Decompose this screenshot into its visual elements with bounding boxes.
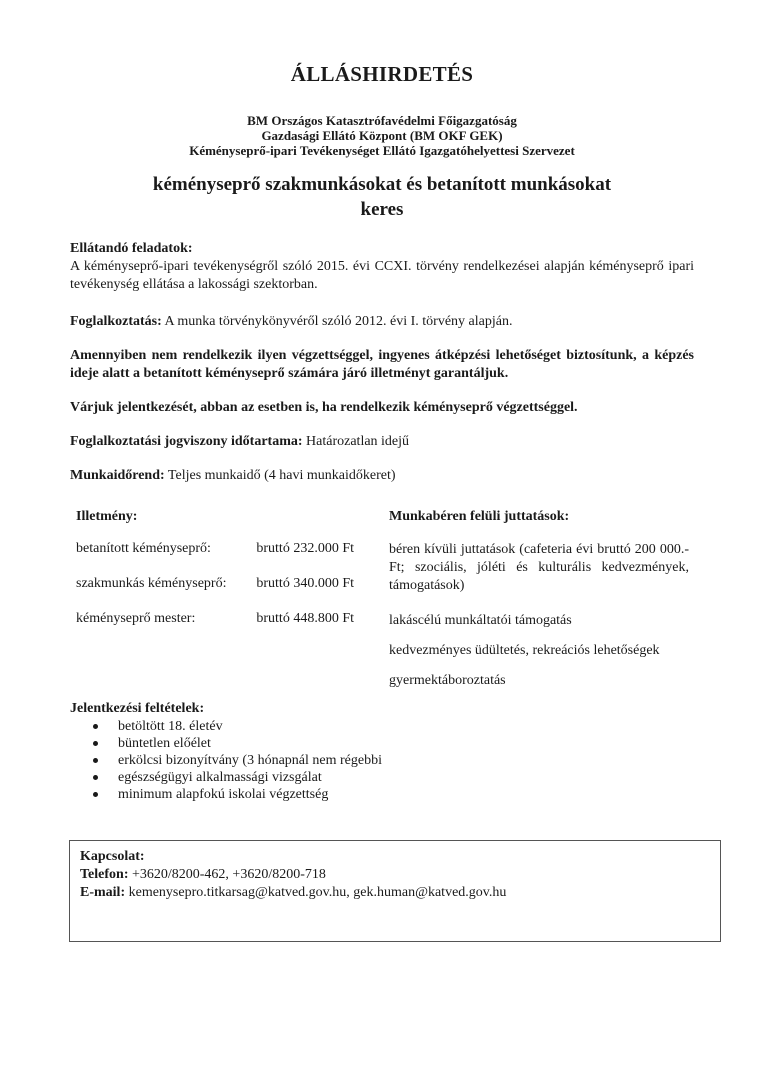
salary-row <box>76 541 354 557</box>
bullet-icon <box>93 724 98 729</box>
requirement-text: minimum alapfokú iskolai végzettség <box>118 787 329 802</box>
requirement-text: egészségügyi alkalmassági vizsgálat <box>118 770 322 785</box>
benefits-header-text: Munkabéren felüli juttatások: <box>389 509 570 524</box>
working-hours-label: Munkaidőrend: <box>70 468 165 483</box>
duration-value: Határozatlan idejű <box>302 434 410 449</box>
salary-amount: bruttó 232.000 Ft <box>256 541 354 556</box>
phone-line <box>80 866 506 884</box>
salary-column <box>76 508 366 526</box>
email-value: kemenysepro.titkarsag@katved.gov.hu, gek.human@katved.gov.hu <box>125 885 507 900</box>
requirement-item <box>70 769 382 786</box>
email-line <box>80 884 506 902</box>
duration-line <box>70 433 694 451</box>
organization-line-2: Gazdasági Ellátó Központ (BM OKF GEK) <box>261 128 503 143</box>
benefit-item: béren kívüli juttatások (cafeteria évi bruttó 200 000.- Ft; szociális, jóléti és kulturális kedvezmények, támogatások) <box>389 542 689 593</box>
contact-content <box>80 848 506 902</box>
requirement-item <box>70 752 382 769</box>
benefit-item: kedvezményes üdültetés, rekreációs lehetőségek <box>389 643 660 658</box>
benefit-item: gyermektáboroztatás <box>389 673 506 688</box>
benefit-item: lakáscélú munkáltatói támogatás <box>389 613 572 628</box>
requirements-label: Jelentkezési feltételek: <box>70 701 205 716</box>
headline-line-1: kéményseprő szakmunkásokat és betanított munkásokat <box>152 174 612 195</box>
email-label: E-mail: <box>80 885 126 900</box>
salary-position: kéményseprő mester: <box>76 611 196 626</box>
bullet-icon <box>93 741 98 746</box>
working-hours-line <box>70 467 694 485</box>
invitation-text: Várjuk jelentkezését, abban az esetben is, ha rendelkezik kéményseprő végzettséggel. <box>70 400 578 415</box>
organization-line-1: BM Országos Katasztrófavédelmi Főigazgatóság <box>247 113 517 128</box>
salary-header: Illetmény: <box>76 509 138 524</box>
headline-line-2: keres <box>360 199 404 220</box>
employment-text: A munka törvénykönyvéről szóló 2012. évi I. törvény alapján. <box>161 314 513 329</box>
salary-position: szakmunkás kéményseprő: <box>76 576 227 591</box>
phone-label: Telefon: <box>80 867 129 882</box>
employment-label: Foglalkoztatás: <box>70 314 162 329</box>
bullet-icon <box>93 775 98 780</box>
requirement-item <box>70 786 382 803</box>
benefits-header <box>389 508 689 526</box>
tasks-label: Ellátandó feladatok: <box>70 241 193 256</box>
bullet-icon <box>93 758 98 763</box>
requirement-item <box>70 735 382 752</box>
salary-row <box>76 611 354 627</box>
requirement-text: erkölcsi bizonyítvány (3 hónapnál nem régebbi <box>118 753 382 768</box>
duration-label: Foglalkoztatási jogviszony időtartama: <box>70 434 303 449</box>
requirement-item <box>70 718 382 735</box>
salary-amount: bruttó 448.800 Ft <box>256 611 354 626</box>
salary-position: betanított kéményseprő: <box>76 541 211 556</box>
bullet-icon <box>93 792 98 797</box>
salary-row <box>76 576 354 592</box>
working-hours-value: Teljes munkaidő (4 havi munkaidőkeret) <box>164 468 396 483</box>
contact-box <box>69 840 721 942</box>
document-title: ÁLLÁSHIRDETÉS <box>290 62 474 86</box>
requirement-text: betöltött 18. életév <box>118 719 223 734</box>
organization-line-3: Kéményseprő-ipari Tevékenységet Ellátó Igazgatóhelyettesi Szervezet <box>189 143 575 158</box>
phone-value: +3620/8200-462, +3620/8200-718 <box>128 867 326 882</box>
requirement-text: büntetlen előélet <box>118 736 211 751</box>
tasks-section <box>70 240 694 294</box>
training-notice: Amennyiben nem rendelkezik ilyen végzettséggel, ingyenes átképzési lehetőséget biztosítunk, a képzés ideje alatt a betanított kéményseprő számára járó illetményt garantáljuk. <box>70 348 694 381</box>
employment-section <box>70 313 694 331</box>
requirements-list <box>70 718 382 803</box>
contact-label: Kapcsolat: <box>80 849 145 864</box>
tasks-text: A kéményseprő-ipari tevékenységről szóló 2015. évi CCXI. törvény rendelkezései alapján kéményseprő ipari tevékenység ellátása a lakossági szektorban. <box>70 259 694 292</box>
salary-amount: bruttó 340.000 Ft <box>256 576 354 591</box>
